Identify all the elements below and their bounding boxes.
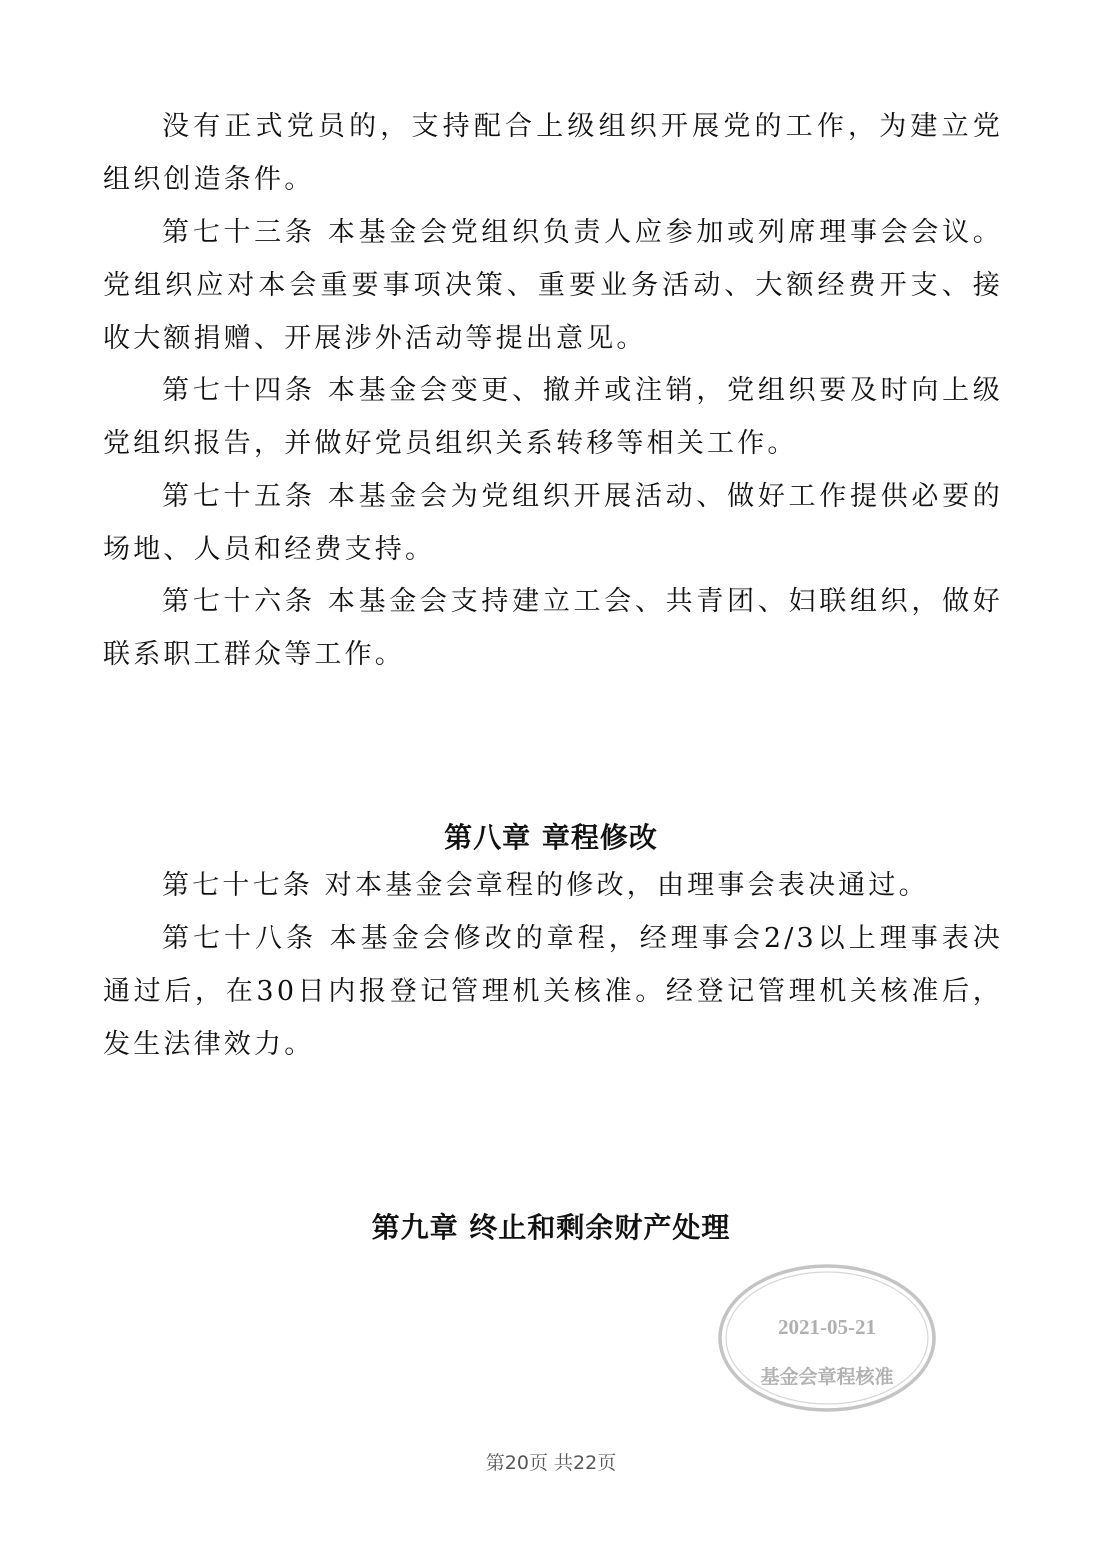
chapter-9-heading: 第九章 终止和剩余财产处理: [371, 1211, 731, 1244]
stamp-text: 基金会章程核准: [760, 1366, 894, 1388]
paragraph-party-support: 没有正式党员的，支持配合上级组织开展党的工作，为建立党组织创造条件。: [103, 111, 1003, 195]
article-74: 第七十四条 本基金会变更、撤并或注销，党组织要及时向上级党组织报告，并做好党员组织关系转移等相关工作。: [103, 375, 1003, 459]
chapter-8-heading: 第八章 章程修改: [444, 821, 658, 854]
article-76: 第七十六条 本基金会支持建立工会、共青团、妇联组织，做好联系职工群众等工作。: [103, 586, 1003, 670]
approval-stamp: [716, 1262, 938, 1414]
stamp-seal-icon: [716, 1262, 938, 1414]
article-75: 第七十五条 本基金会为党组织开展活动、做好工作提供必要的场地、人员和经费支持。: [103, 481, 1003, 565]
article-73: 第七十三条 本基金会党组织负责人应参加或列席理事会会议。党组织应对本会重要事项决策、重要业务活动、大额经费开支、接收大额捐赠、开展涉外活动等提出意见。: [103, 217, 1003, 354]
article-78: 第七十八条 本基金会修改的章程，经理事会2/3以上理事表决通过后，在30日内报登记管理机关核准。经登记管理机关核准后，发生法律效力。: [103, 923, 1003, 1060]
stamp-date: 2021-05-21: [778, 1315, 876, 1339]
page-footer: 第20页 共22页: [485, 1452, 617, 1474]
article-77: 第七十七条 对本基金会章程的修改，由理事会表决通过。: [162, 870, 929, 901]
